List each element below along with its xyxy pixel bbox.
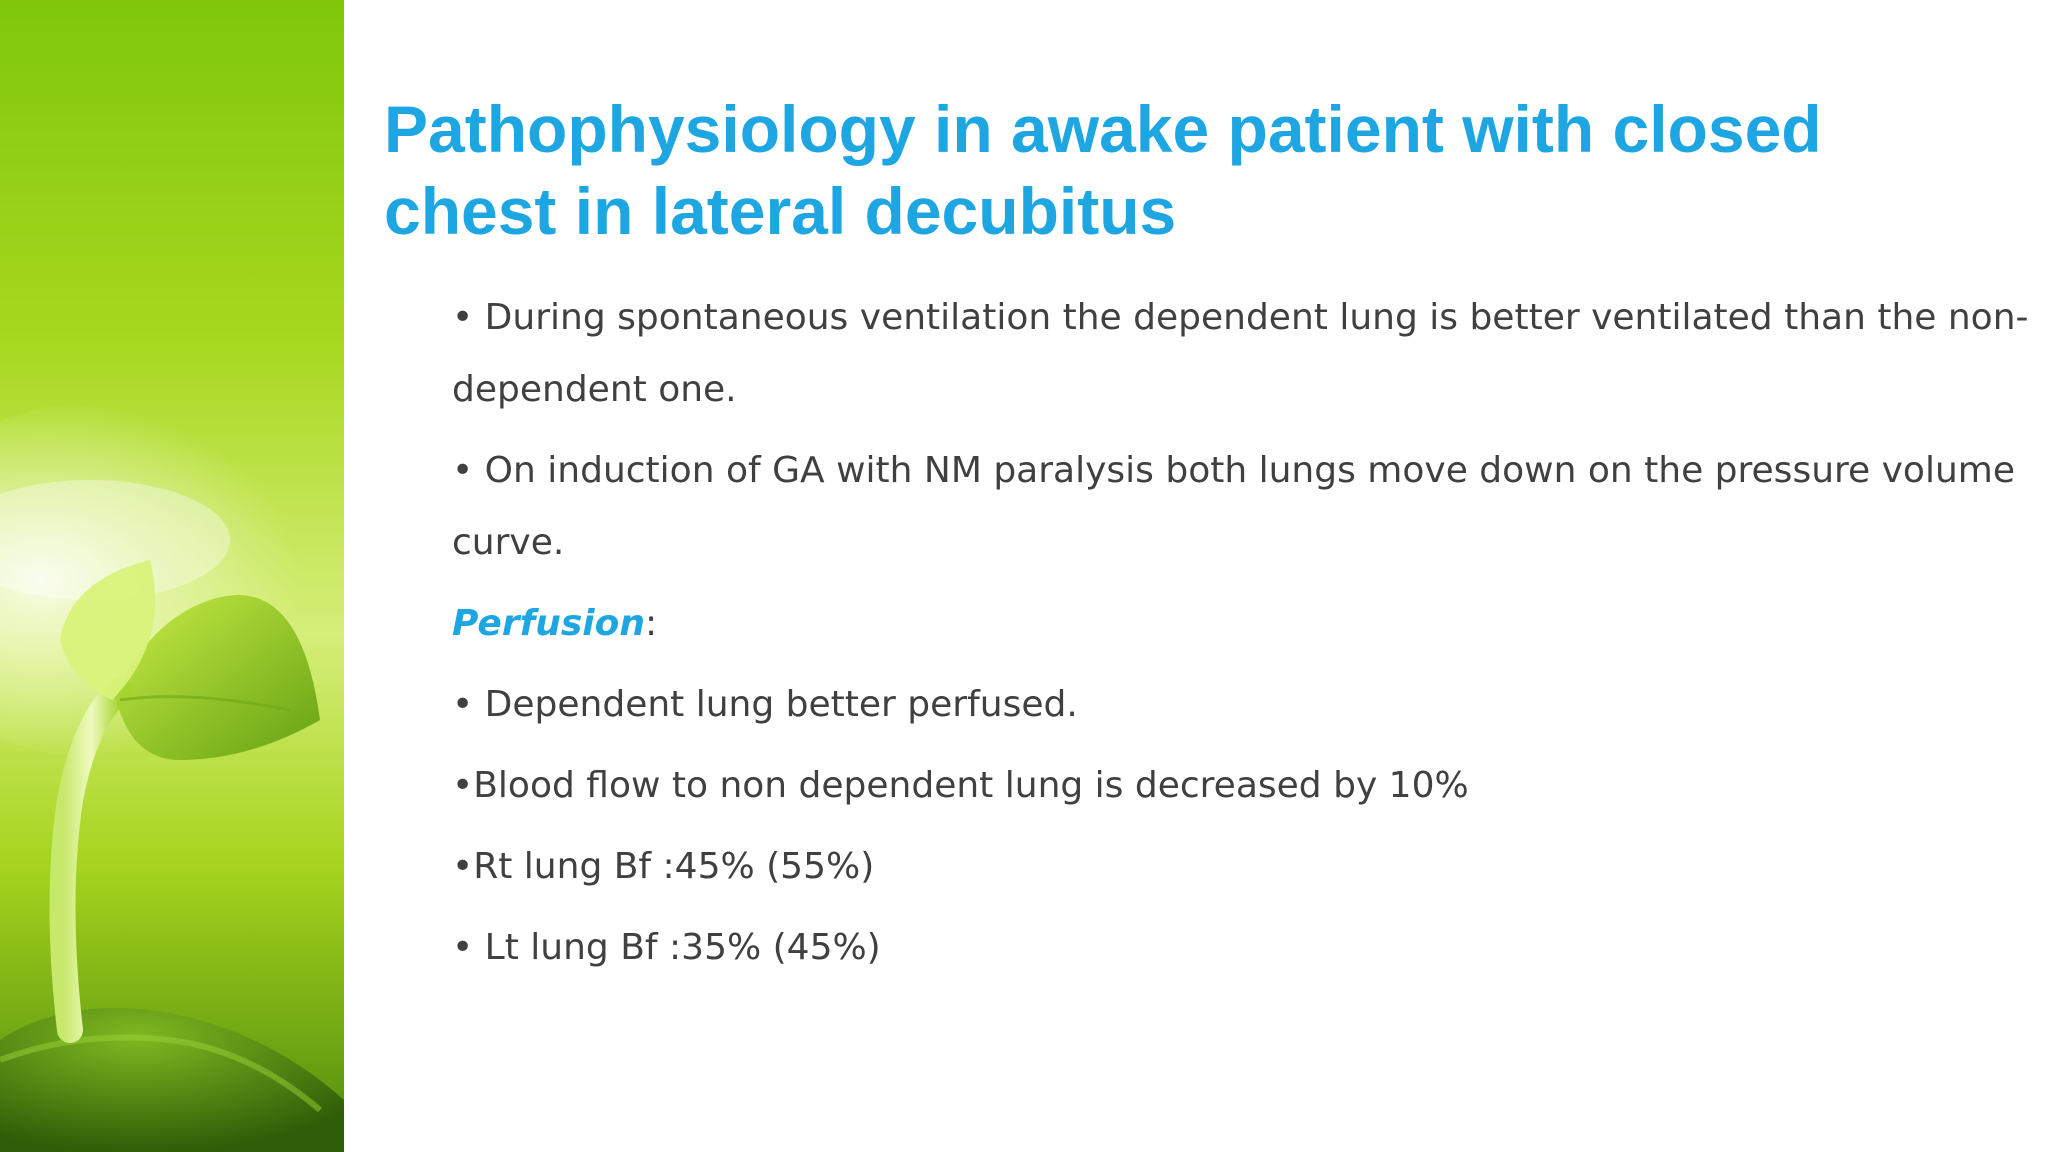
perfusion-heading (452, 588, 2032, 660)
title-area (384, 88, 2024, 252)
bullet-induction-ga: • On induction of GA with NM paralysis both lungs move down on the pressure volume curve. (452, 450, 2015, 563)
bullet-rt-lung-bf: •Rt lung Bf :45% (55%) (452, 846, 875, 887)
bullet-ventilation-dependent: • During spontaneous ventilation the dependent lung is better ventilated than the non-dependent one. (452, 297, 2029, 410)
bullet-blood-flow-decrease: •Blood flow to non dependent lung is decreased by 10% (452, 765, 1469, 806)
bullet-dependent-perfused: • Dependent lung better perfused. (452, 684, 1078, 725)
seedling-image-panel (0, 0, 344, 1152)
bullet-lt-lung-bf: • Lt lung Bf :35% (45%) (452, 927, 881, 968)
seedling-sprout-icon (0, 0, 344, 1152)
slide-title: Pathophysiology in awake patient with closed chest in lateral decubitus (384, 92, 1822, 248)
perfusion-label: Perfusion (452, 603, 646, 644)
perfusion-colon: : (645, 603, 658, 644)
slide-body (452, 282, 2032, 993)
